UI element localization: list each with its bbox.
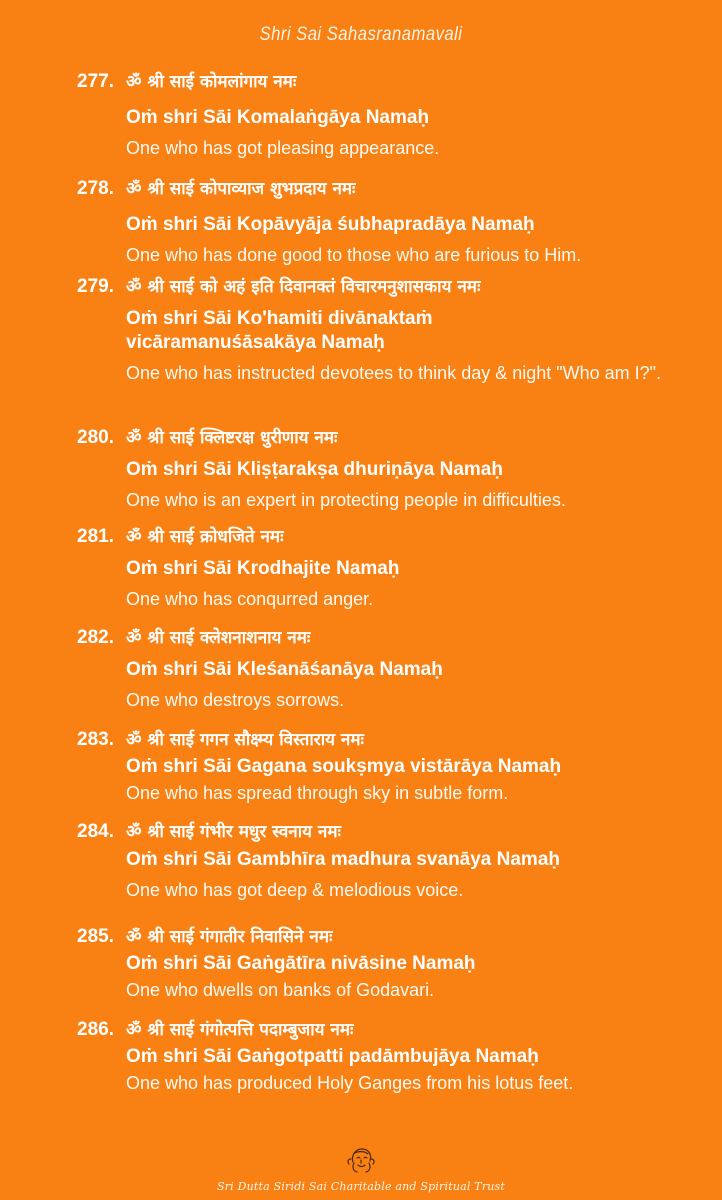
sai-baba-sketch-icon xyxy=(343,1144,379,1174)
entry-number: 285. xyxy=(77,926,114,947)
entry-number: 280. xyxy=(77,427,114,448)
entry-number: 281. xyxy=(77,526,114,547)
entry-meaning: One who has got pleasing appearance. xyxy=(126,138,440,158)
entry-meaning: One who has done good to those who are furious to Him. xyxy=(126,245,582,265)
entry-number: 283. xyxy=(77,729,114,750)
entry-number: 279. xyxy=(77,276,114,297)
entry-number: 284. xyxy=(77,821,114,842)
entry-meaning: One who has instructed devotees to think day & night "Who am I?". xyxy=(126,363,662,383)
entry-transliteration: Oṁ shri Sāi Gagana soukṣmya vistārāya Namaḥ xyxy=(126,756,562,777)
entry-devanagari: ॐ श्री साई कोपाव्याज शुभप्रदाय नमः xyxy=(126,179,356,199)
entry-number: 286. xyxy=(77,1019,114,1040)
entry-number: 277. xyxy=(77,71,114,92)
footer xyxy=(0,1144,722,1193)
entry-meaning: One who has got deep & melodious voice. xyxy=(126,880,464,900)
entry-transliteration: Oṁ shri Sāi Gambhīra madhura svanāya Namaḥ xyxy=(126,849,561,870)
entry-devanagari: ॐ श्री साई गंगातीर निवासिने नमः xyxy=(126,927,333,947)
entry-devanagari: ॐ श्री साई गगन सौक्ष्म्य विस्ताराय नमः xyxy=(126,730,364,750)
entry-transliteration: Oṁ shri Sāi Gaṅgotpatti padāmbujāya Namaḥ xyxy=(126,1046,539,1067)
entry-transliteration: Oṁ shri Sāi Ko'hamiti divānaktaṁ vicāramanuśāsakāya Namaḥ xyxy=(126,308,433,353)
entry-devanagari: ॐ श्री साई को अहं इति दिवानक्तं विचारमनुशासकाय नमः xyxy=(126,277,481,297)
entry-meaning: One who has spread through sky in subtle form. xyxy=(126,783,509,803)
entry-meaning: One who is an expert in protecting people in difficulties. xyxy=(126,490,566,510)
entry-transliteration: Oṁ shri Sāi Krodhajite Namaḥ xyxy=(126,558,400,579)
page-title: Shri Sai Sahasranamavali xyxy=(259,24,463,45)
entry-devanagari: ॐ श्री साई गंगोत्पत्ति पदाम्बुजाय नमः xyxy=(126,1020,354,1040)
entry-devanagari: ॐ श्री साई क्लिष्टरक्ष धुरीणाय नमः xyxy=(126,428,338,448)
entry-devanagari: ॐ श्री साई क्रोधजिते नमः xyxy=(126,527,284,547)
entry-devanagari: ॐ श्री साई क्लेशनाशनाय नमः xyxy=(126,628,311,648)
entry-meaning: One who has conqurred anger. xyxy=(126,589,374,609)
entry-transliteration: Oṁ shri Sāi Kliṣṭarakṣa dhuriṇāya Namaḥ xyxy=(126,459,503,480)
entry-transliteration: Oṁ shri Sāi Komalaṅgāya Namaḥ xyxy=(126,107,430,128)
entry-devanagari: ॐ श्री साई कोमलांगाय नमः xyxy=(126,72,297,92)
entry-meaning: One who dwells on banks of Godavari. xyxy=(126,980,435,1000)
entry-meaning: One who has produced Holy Ganges from his lotus feet. xyxy=(126,1073,574,1093)
entry-devanagari: ॐ श्री साई गंभीर मधुर स्वनाय नमः xyxy=(126,822,341,842)
entry-transliteration: Oṁ shri Sāi Kleśanāśanāya Namaḥ xyxy=(126,659,443,680)
trust-name: Sri Dutta Siridi Sai Charitable and Spiritual Trust xyxy=(216,1180,506,1193)
entry-number: 282. xyxy=(77,627,114,648)
entry-transliteration: Oṁ shri Sāi Kopāvyāja śubhapradāya Namaḥ xyxy=(126,214,535,235)
entry-meaning: One who destroys sorrows. xyxy=(126,690,345,710)
entry-transliteration: Oṁ shri Sāi Gaṅgātīra nivāsine Namaḥ xyxy=(126,953,476,974)
entry-number: 278. xyxy=(77,178,114,199)
